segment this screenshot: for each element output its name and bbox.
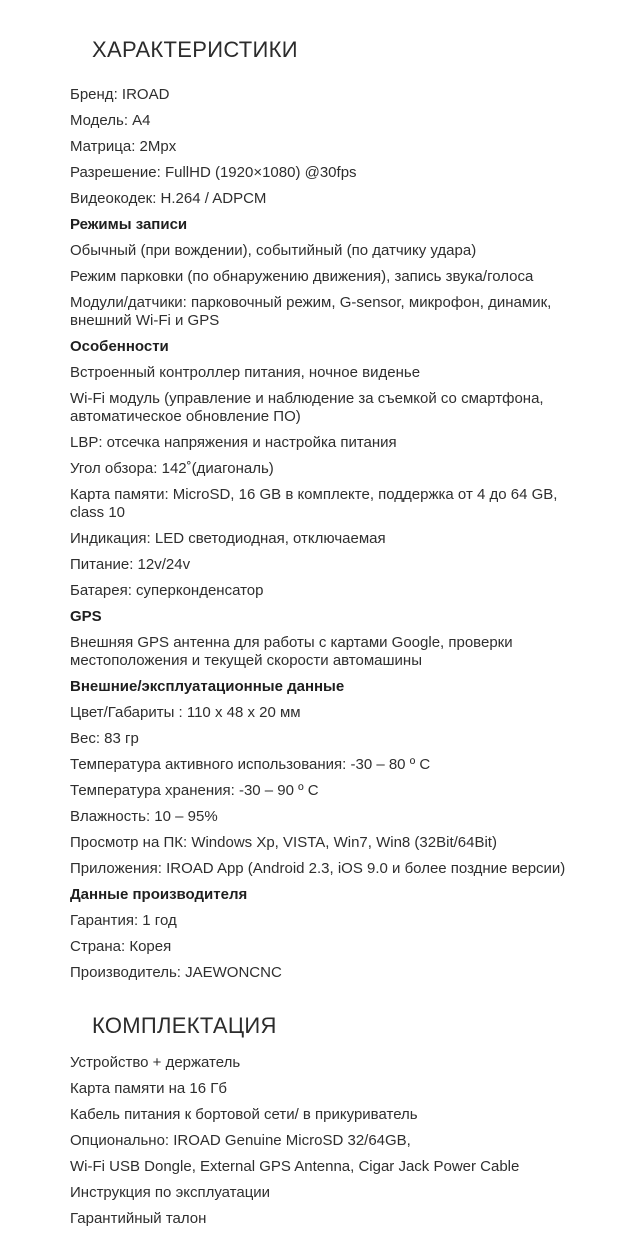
spec-row: Внешняя GPS антенна для работы с картами Google, проверки местоположения и текущей скорости автомашины [70,634,513,669]
spec-row: Карта памяти: MicroSD, 16 GB в комплекте, поддержка от 4 до 64 GB, class 10 [70,486,558,521]
package-item: Wi-Fi USB Dongle, External GPS Antenna, Cigar Jack Power Cable [70,1158,520,1175]
spec-row: Производитель: JAEWONCNC [70,964,282,981]
package-contents-section-title: КОМПЛЕКТАЦИЯ [92,1013,277,1038]
package-item: Устройство + держатель [70,1054,241,1071]
spec-row: Видеокодек: H.264 / ADPCM [70,190,267,207]
package-item: Инструкция по эксплуатации [70,1184,271,1201]
package-contents-list [70,1054,590,1228]
spec-row-heading: GPS [70,608,102,625]
package-item: Опционально: IROAD Genuine MicroSD 32/64GB, [70,1132,411,1149]
spec-row: Встроенный контроллер питания, ночное виденье [70,364,421,381]
spec-row: Режим парковки (по обнаружению движения), запись звука/голоса [70,268,534,285]
spec-row: Вес: 83 гр [70,730,139,747]
spec-row: Влажность: 10 – 95% [70,808,218,825]
spec-row: Гарантия: 1 год [70,912,177,929]
spec-row: Разрешение: FullHD (1920×1080) @30fps [70,164,357,181]
spec-row-heading: Данные производителя [70,886,248,903]
spec-row: LBP: отсечка напряжения и настройка питания [70,434,397,451]
spec-row: Модель: A4 [70,112,151,129]
spec-row: Индикация: LED светодиодная, отключаемая [70,530,386,547]
spec-row: Цвет/Габариты : 110 x 48 x 20 мм [70,704,301,721]
spec-row: Матрица: 2Mpx [70,138,177,155]
spec-row: Модули/датчики: парковочный режим, G-sensor, микрофон, динамик, внешний Wi-Fi и GPS [70,294,552,329]
spec-row-heading: Внешние/эксплуатационные данные [70,678,345,695]
spec-row: Обычный (при вождении), событийный (по датчику удара) [70,242,477,259]
spec-row: Батарея: суперконденсатор [70,582,264,599]
spec-row-heading: Особенности [70,338,169,355]
specs-section-title: ХАРАКТЕРИСТИКИ [92,37,298,62]
spec-row: Угол обзора: 142˚(диагональ) [70,460,274,477]
specs-list [70,86,590,982]
spec-row: Приложения: IROAD App (Android 2.3, iOS 9.0 и более поздние версии) [70,860,566,877]
spec-row: Просмотр на ПК: Windows Xp, VISTA, Win7, Win8 (32Bit/64Bit) [70,834,497,851]
package-item: Кабель питания к бортовой сети/ в прикуриватель [70,1106,418,1123]
spec-row-heading: Режимы записи [70,216,188,233]
spec-row: Страна: Корея [70,938,172,955]
spec-row: Бренд: IROAD [70,86,170,103]
spec-row: Температура хранения: -30 – 90 º C [70,782,319,799]
package-item: Гарантийный талон [70,1210,207,1227]
spec-row: Температура активного использования: -30 – 80 º C [70,756,431,773]
spec-row: Питание: 12v/24v [70,556,191,573]
spec-row: Wi-Fi модуль (управление и наблюдение за съемкой со смартфона, автоматическое обновление ПО) [70,390,544,425]
package-item: Карта памяти на 16 Гб [70,1080,227,1097]
